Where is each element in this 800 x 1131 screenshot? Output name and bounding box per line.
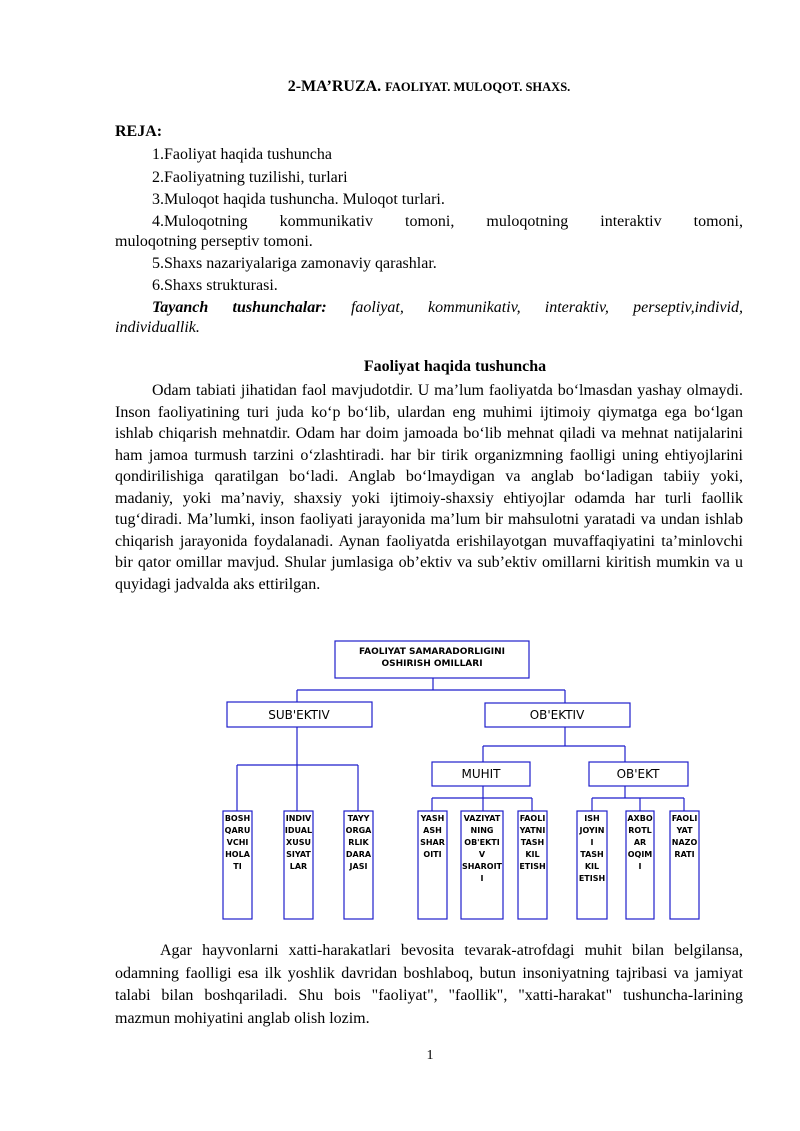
keywords-label: Tayanch tushunchalar: <box>152 299 327 316</box>
leaf-label-line: FAOLI <box>671 814 698 823</box>
leaf-label-line: TASH <box>580 850 604 859</box>
leaf-label-line: I <box>638 862 642 871</box>
leaf-label-line: FAOLI <box>519 814 546 823</box>
lecture-title-sub: FAOLIYAT. MULOQOT. SHAXS. <box>385 80 571 94</box>
plan-item-5: 5.Shaxs nazariyalariga zamonaviy qarashlar. <box>152 255 437 272</box>
plan-item-2: 2.Faoliyatning tuzilishi, turlari <box>152 169 348 186</box>
leaf-box <box>577 811 607 919</box>
leaf-box <box>626 811 654 919</box>
leaf-label-line: KIL <box>525 850 540 859</box>
page-number: 1 <box>426 1048 434 1063</box>
leaf-box <box>518 811 547 919</box>
leaf-box <box>461 811 503 919</box>
leaf-box <box>284 811 313 919</box>
diagram-connectors <box>237 678 684 811</box>
subjective-label: SUB'EKTIV <box>268 708 330 722</box>
leaf-label-line: YATNI <box>519 826 546 835</box>
leaf-label-line: QARU <box>224 826 251 835</box>
section-heading: Faoliyat haqida tushuncha <box>363 358 547 375</box>
leaf-label-line: TASH <box>520 838 545 847</box>
plan-item-3: 3.Muloqot haqida tushuncha. Muloqot turlari. <box>152 191 445 208</box>
leaf-box <box>418 811 447 919</box>
objective-label: OB'EKTIV <box>529 708 585 722</box>
leaf-label-line: SHAR <box>420 838 445 847</box>
environment-label: MUHIT <box>461 767 501 781</box>
leaf-label-line: ORGA <box>345 826 372 835</box>
leaf-label-line: OB'EKTI <box>464 838 500 847</box>
leaf-label-line: DARA <box>345 850 372 859</box>
plan-label: REJA: <box>115 123 163 140</box>
leaf-label-line: ETISH <box>578 874 606 883</box>
root-label-line-1: FAOLIYAT SAMARADORLIGINI <box>358 647 506 657</box>
leaf-label-line: RATI <box>674 850 695 859</box>
leaf-label-line: NING <box>470 826 494 835</box>
root-label-line-2: OSHIRISH OMILLARI <box>381 659 483 669</box>
leaf-label-line: JASI <box>349 862 368 871</box>
environment-box <box>432 762 530 786</box>
leaf-label-line: AR <box>633 838 647 847</box>
leaf-label-line: IDUAL <box>284 826 313 835</box>
object-label: OB'EKT <box>616 767 660 781</box>
leaf-label-line: ISH <box>584 814 600 823</box>
leaf-label-line: XUSU <box>286 838 311 847</box>
object-box <box>589 762 688 786</box>
leaf-label-line: V <box>478 850 486 859</box>
plan-item-4: 4.Muloqotning kommunikativ tomoni, muloqotning interaktiv tomoni, <box>152 213 743 230</box>
leaf-label-line: HOLA <box>225 850 250 859</box>
leaf-label-line: I <box>480 874 484 883</box>
lecture-title-main: 2-MA’RUZA. <box>287 78 382 95</box>
leaf-label-line: OQIM <box>627 850 653 859</box>
keywords-line-2: individuallik. <box>115 319 200 336</box>
leaf-label-line: VAZIYAT <box>463 814 501 823</box>
leaf-label-line: VCHI <box>226 838 249 847</box>
leaf-label-line: NAZO <box>671 838 698 847</box>
leaf-label-line: AXBO <box>627 814 653 823</box>
leaf-label-line: SIYAT <box>286 850 311 859</box>
leaf-label-line: YAT <box>676 826 693 835</box>
leaf-label-line: OITI <box>423 850 442 859</box>
leaf-label-line: ETISH <box>519 862 546 871</box>
leaf-box <box>670 811 699 919</box>
leaf-label-line: KIL <box>584 862 600 871</box>
leaf-label-line: JOYIN <box>579 826 605 835</box>
leaf-label-line: I <box>590 838 594 847</box>
leaf-label-line: TAYY <box>347 814 370 823</box>
leaf-label-line: LAR <box>289 862 308 871</box>
paragraph-2-text: Agar hayvonlarni xatti-harakatlari bevosita tevarak-atrofdagi muhit bilan belgilansa, odamning faolligi esa ilk yoshlik davridan boshlaboq, butun insoniyatning tajribasi va jamiyat talabi bilan boshqariladi. Shu bois "faoliyat", "faollik", "xatti-harakat" tushuncha-larining mazmun mohiyatini anglab olish lozim. <box>115 942 743 1027</box>
plan-item-6: 6.Shaxs strukturasi. <box>152 277 278 294</box>
plan-item-4-cont: muloqotning perseptiv tomoni. <box>115 233 313 250</box>
leaf-label-line: YASH <box>420 814 445 823</box>
diagram-leaves <box>223 811 699 919</box>
leaf-label-line: ROTL <box>628 826 652 835</box>
leaf-label-line: RLIK <box>348 838 369 847</box>
leaf-box <box>223 811 252 919</box>
plan-item-1: 1.Faoliyat haqida tushuncha <box>152 146 332 163</box>
paragraph-1-text: Odam tabiati jihatidan faol mavjudotdir. U ma’lum faoliyatda bo‘lmasdan yashay olmaydi. Inson faoliyatining turi juda ko‘p bo‘lib, ulardan eng muhimi ijtimoiy qiymatga ega bo‘lgan ishlab chiqarish mehnatdir. Odam har doim jamoada bo‘lib mehnat qiladi va mehnat natijalarini ham jamoa turmush tarzini o‘zlashtiradi. har bir tirik organizmning faolligi uning ehtiyojlarini qondirilishiga qaratilgan bo‘ladi. Anglab bo‘lmaydigan va anglab bo‘ladigan tabiiy yoki, madaniy, yoki ma’naviy, shaxsiy yoki ijtimoiy-shaxsiy ehtiyojlar odamda har turli faollik tug‘diradi. Ma’lumki, inson faoliyati jarayonida ma’lum bir mahsulotni yaratadi va undan ishlab chiqarish jarayonida foydalanadi. Aynan faoliyatda erishilayotgan muvaffaqiyatini ta’minlovchi bir qator omillar mavjud. Shular jumlasiga ob’ektiv va sub’ektiv omillarni kiritish mumkin va u quyidagi jadvalda aks ettirilgan. <box>115 382 743 593</box>
leaf-label-line: SHAROIT <box>461 862 503 871</box>
root-box <box>335 641 529 678</box>
keywords-text: faoliyat, kommunikativ, interaktiv, perseptiv,individ, <box>350 299 744 316</box>
paragraph-2 <box>115 940 743 1030</box>
leaf-label-line: BOSH <box>224 814 251 823</box>
leaf-label-line: ASH <box>423 826 442 835</box>
objective-box <box>485 703 630 727</box>
subjective-box <box>227 702 372 727</box>
leaf-box <box>344 811 373 919</box>
leaf-label-line: TI <box>233 862 242 871</box>
leaf-label-line: INDIV <box>285 814 312 823</box>
